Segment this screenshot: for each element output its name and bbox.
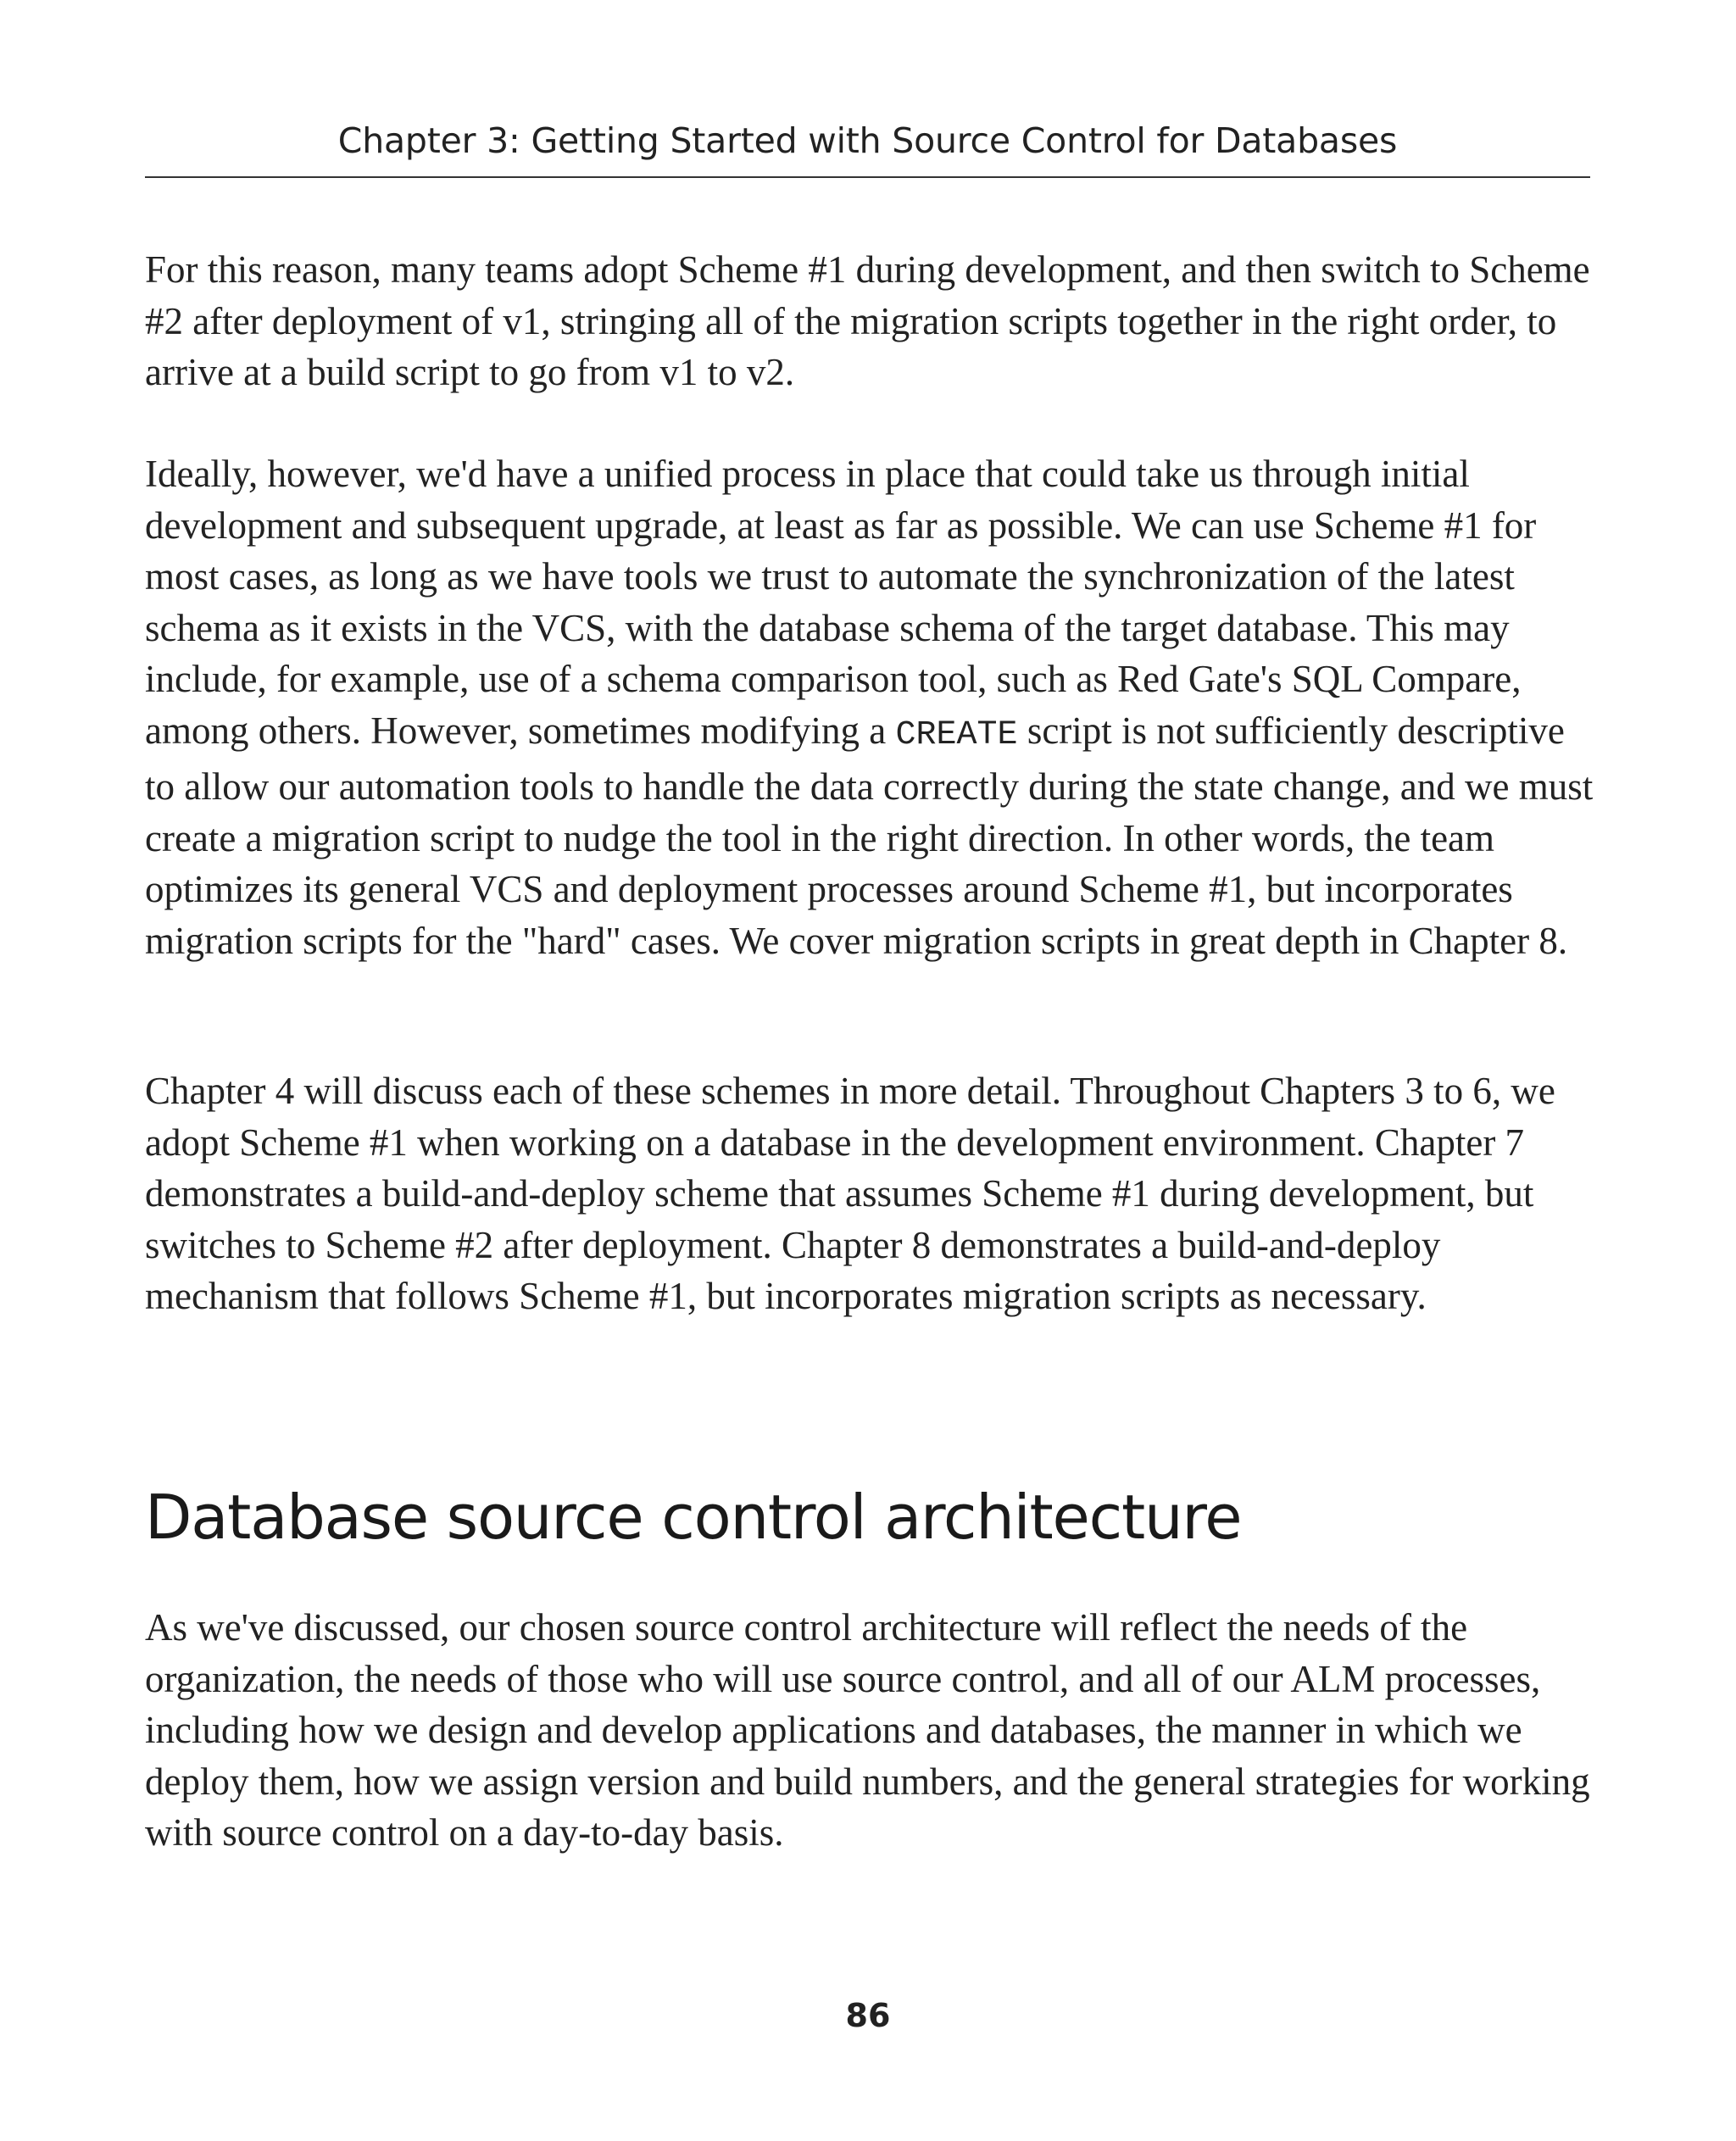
paragraph-chapter-overview: Chapter 4 will discuss each of these schemes in more detail. Throughout Chapters 3 to 6, we adopt Scheme #1 when working on a database in the development environment. Chapter 7 demonstrates a build-and-deploy scheme that assumes Scheme #1 during development, but switches to Scheme #2 after deployment. Chapter 8 demonstrates a build-and-deploy mechanism that follows Scheme #1, but incorporates migration scripts as necessary. — [145, 1070, 1555, 1317]
paragraph-text-before-code: Ideally, however, we'd have a unified process in place that could take us through initial development and subsequent upgrade, at least as far as possible. We can use Scheme #1 for most cases, as long as we have tools we trust to automate the synchronization of the latest schema as it exists in the VCS, with the database schema of the target database. This may include, for example, use of a schema comparison tool, such as Red Gate's SQL Compare, among others. However, sometimes modifying a — [145, 453, 1537, 752]
section-heading: Database source control architecture — [145, 1482, 1242, 1553]
inline-code-create: CREATE — [895, 715, 1018, 754]
paragraph-architecture-intro: As we've discussed, our chosen source control architecture will reflect the needs of the organization, the needs of those who will use source control, and all of our ALM processes, including how we design and develop applications and databases, the manner in which we deploy them, how we assign version and build numbers, and the general strategies for working with source control on a day-to-day basis. — [145, 1606, 1590, 1854]
header-rule — [145, 176, 1590, 178]
paragraph-scheme-switch: For this reason, many teams adopt Scheme #1 during development, and then switch to Scheme #2 after deployment of v1, stringing all of the migration scripts together in the right order, to arrive at a build script to go from v1 to v2. — [145, 248, 1590, 393]
paragraph-text-after-code: script is not sufficiently descriptive to allow our automation tools to handle the data correctly during the state change, and we must create a migration script to nudge the tool in the right direction. In other words, the team optimizes its general VCS and deployment processes around Scheme #1, but incorporates migration scripts for the "hard" cases. We cover migration scripts in great depth in Chapter 8. — [145, 709, 1594, 962]
page-number: 86 — [845, 1997, 891, 2034]
paragraph-unified-process — [145, 448, 1594, 966]
running-header: Chapter 3: Getting Started with Source Control for Databases — [337, 120, 1398, 161]
